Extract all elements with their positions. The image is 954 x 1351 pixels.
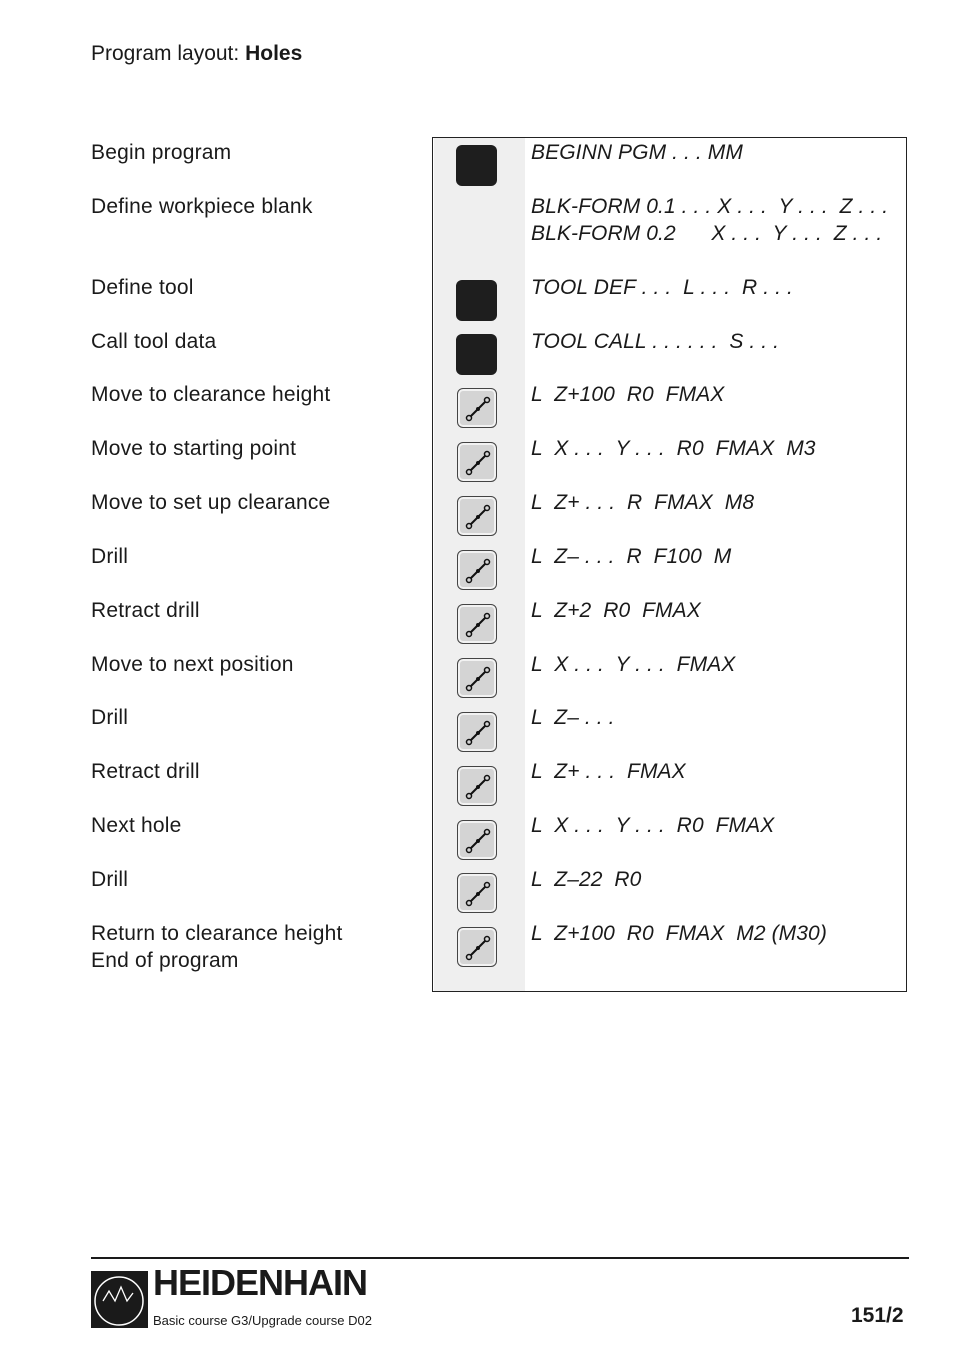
code-line: L Z– . . . R F100 M	[531, 545, 732, 568]
straight-line-icon	[457, 388, 497, 428]
page-heading	[91, 42, 302, 66]
label-define-blank: Define workpiece blank	[91, 195, 313, 218]
code-line: BLK-FORM 0.1 . . . X . . . Y . . . Z . . .	[531, 195, 889, 218]
tool-call-key-icon	[456, 334, 497, 375]
code-line: L Z– . . .	[531, 706, 615, 729]
straight-line-icon	[457, 820, 497, 860]
code-line: L Z+ . . . FMAX	[531, 760, 686, 783]
straight-line-icon	[457, 873, 497, 913]
code-line: BEGINN PGM . . . MM	[531, 141, 743, 164]
code-line: TOOL DEF . . . L . . . R . . .	[531, 276, 793, 299]
label-next-position: Move to next position	[91, 653, 294, 676]
straight-line-icon	[457, 550, 497, 590]
label-next-hole: Next hole	[91, 814, 182, 837]
straight-line-icon	[457, 496, 497, 536]
code-line: L X . . . Y . . . R0 FMAX M3	[531, 437, 816, 460]
page-number: 151/2	[851, 1304, 904, 1327]
heidenhain-logo-icon	[91, 1271, 148, 1328]
code-line: L Z–22 R0	[531, 868, 642, 891]
straight-line-icon	[457, 442, 497, 482]
heading-title: Holes	[245, 42, 303, 65]
code-line: L Z+100 R0 FMAX	[531, 383, 725, 406]
code-line: L Z+100 R0 FMAX M2 (M30)	[531, 922, 827, 945]
footer-rule	[91, 1257, 909, 1259]
label-end-program: End of program	[91, 949, 239, 972]
label-define-tool: Define tool	[91, 276, 194, 299]
program-key-icon	[456, 145, 497, 186]
heading-prefix: Program layout:	[91, 42, 240, 65]
label-return-clearance: Return to clearance height	[91, 922, 343, 945]
label-setup-clearance: Move to set up clearance	[91, 491, 331, 514]
course-label: Basic course G3/Upgrade course D02	[153, 1313, 372, 1328]
code-line: TOOL CALL . . . . . . S . . .	[531, 330, 780, 353]
label-call-tool: Call tool data	[91, 330, 217, 353]
straight-line-icon	[457, 927, 497, 967]
code-line: BLK-FORM 0.2 X . . . Y . . . Z . . .	[531, 222, 883, 245]
tool-def-key-icon	[456, 280, 497, 321]
label-drill-1: Drill	[91, 545, 129, 568]
straight-line-icon	[457, 766, 497, 806]
label-retract-2: Retract drill	[91, 760, 200, 783]
straight-line-icon	[457, 712, 497, 752]
straight-line-icon	[457, 604, 497, 644]
brand-name: HEIDENHAIN	[153, 1262, 368, 1303]
code-line: L Z+ . . . R FMAX M8	[531, 491, 755, 514]
label-begin-program: Begin program	[91, 141, 232, 164]
code-line: L Z+2 R0 FMAX	[531, 599, 701, 622]
code-line: L X . . . Y . . . R0 FMAX	[531, 814, 775, 837]
label-retract-1: Retract drill	[91, 599, 200, 622]
label-drill-3: Drill	[91, 868, 129, 891]
straight-line-icon	[457, 658, 497, 698]
label-clearance-height: Move to clearance height	[91, 383, 331, 406]
label-drill-2: Drill	[91, 706, 129, 729]
code-line: L X . . . Y . . . FMAX	[531, 653, 736, 676]
label-starting-point: Move to starting point	[91, 437, 297, 460]
